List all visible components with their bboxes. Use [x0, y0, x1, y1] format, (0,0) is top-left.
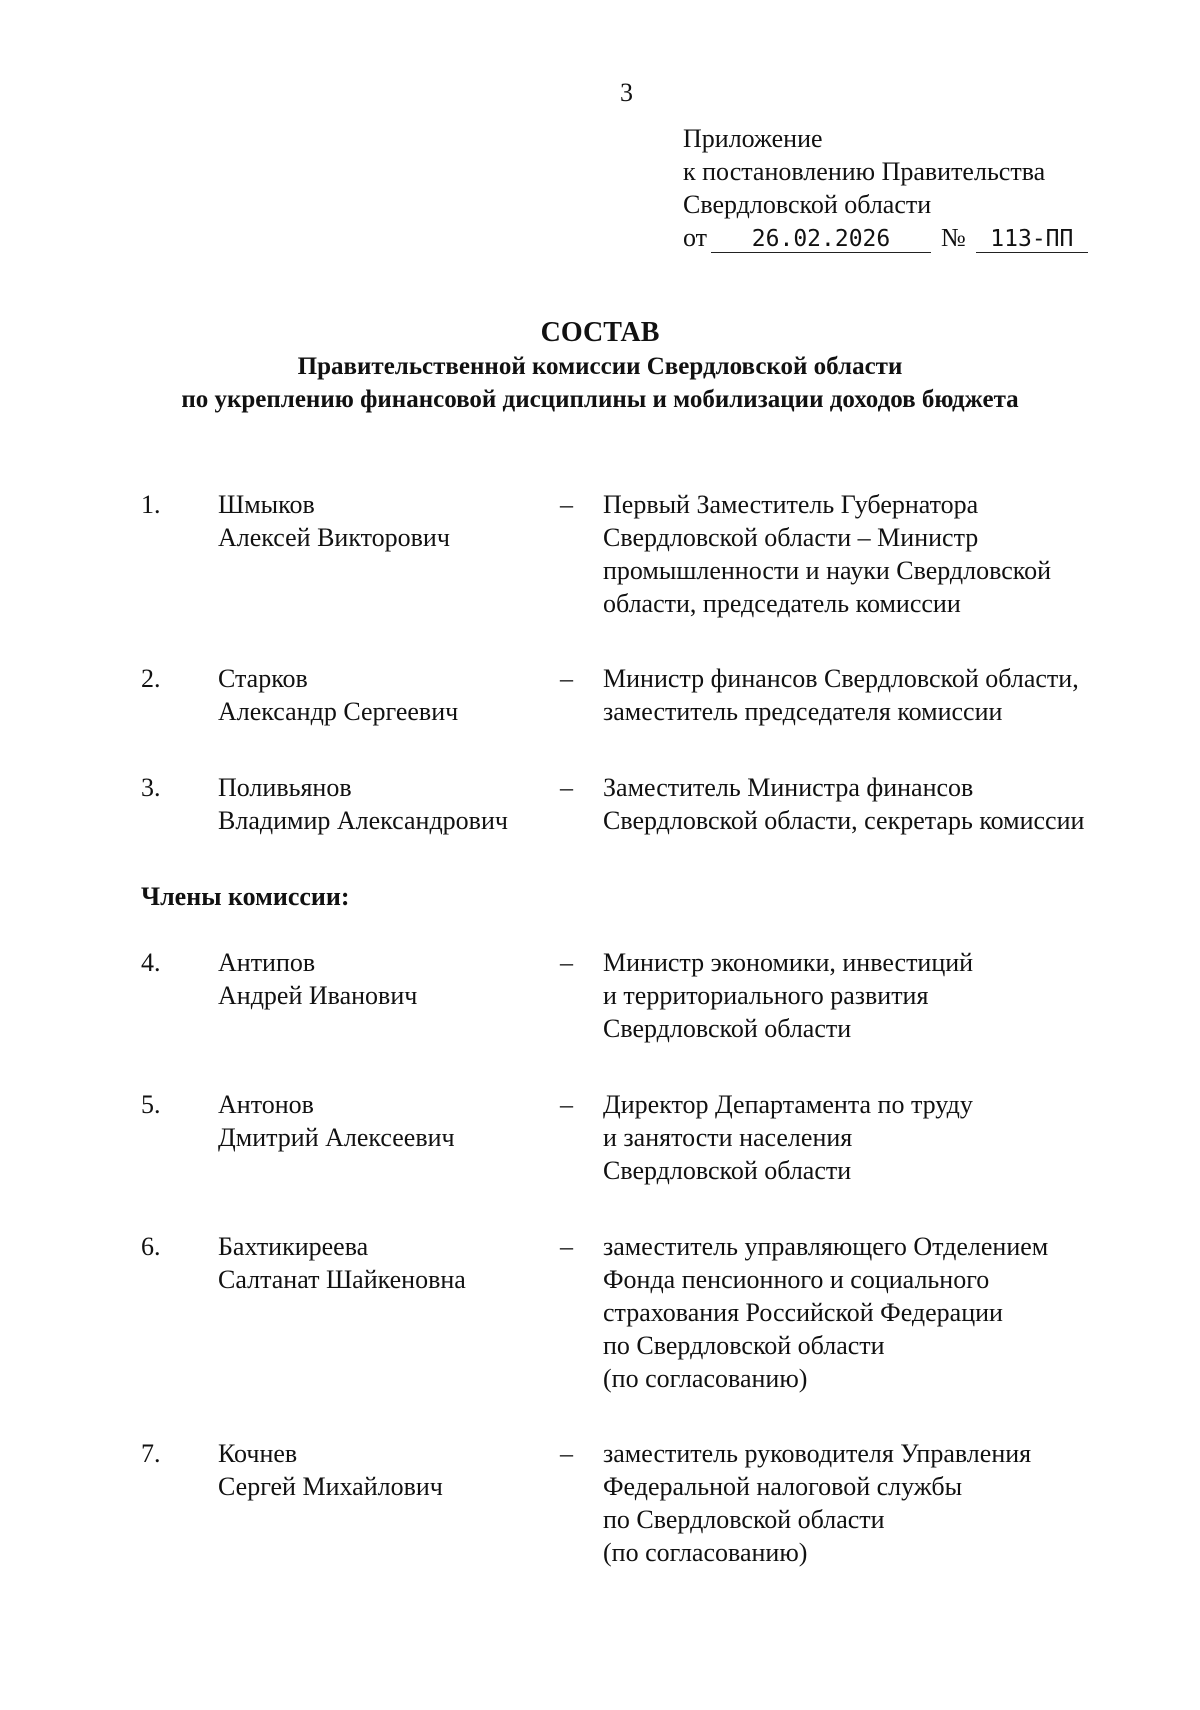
title-main: СОСТАВ: [540, 317, 660, 348]
member-given-names: Дмитрий Алексеевич: [218, 1123, 455, 1152]
position-line: (по согласованию): [603, 1538, 808, 1567]
member-position: [603, 488, 1163, 620]
member-number: 3.: [141, 773, 161, 802]
member-given-names: Сергей Михайлович: [218, 1472, 443, 1501]
member-surname: Шмыков: [218, 490, 315, 519]
member-name: [218, 1437, 443, 1503]
appendix-line-3: Свердловской области: [683, 190, 932, 219]
position-line: и занятости населения: [603, 1123, 853, 1152]
member-number: 1.: [141, 490, 161, 519]
title-line-1: Правительственной комиссии Свердловской области: [297, 353, 903, 380]
position-line: области, председатель комиссии: [603, 589, 961, 618]
position-line: (по согласованию): [603, 1364, 808, 1393]
member-number: 4.: [141, 948, 161, 977]
position-line: Фонда пенсионного и социального: [603, 1265, 990, 1294]
member-position: [603, 1230, 1163, 1395]
position-line: Заместитель Министра финансов: [603, 773, 974, 802]
member-name: [218, 662, 458, 728]
members-heading: Члены комиссии:: [141, 882, 350, 911]
position-line: заместитель руководителя Управления: [603, 1439, 1032, 1468]
member-given-names: Владимир Александрович: [218, 806, 508, 835]
member-surname: Антонов: [218, 1090, 314, 1119]
page-number: 3: [620, 78, 633, 107]
position-line: страхования Российской Федерации: [603, 1298, 1003, 1327]
resolution-number: 113-ПП: [976, 226, 1088, 253]
position-line: Министр финансов Свердловской области,: [603, 664, 1079, 693]
position-line: заместитель управляющего Отделением: [603, 1232, 1049, 1261]
dash: –: [560, 664, 573, 693]
member-surname: Кочнев: [218, 1439, 298, 1468]
member-name: [218, 1230, 466, 1296]
position-line: Свердловской области – Министр: [603, 523, 979, 552]
member-name: [218, 946, 417, 1012]
position-line: Министр экономики, инвестиций: [603, 948, 974, 977]
member-surname: Старков: [218, 664, 308, 693]
position-line: Свердловской области: [603, 1014, 852, 1043]
position-line: и территориального развития: [603, 981, 929, 1010]
member-position: [603, 1088, 1163, 1187]
dash: –: [560, 490, 573, 519]
member-position: [603, 662, 1163, 728]
position-line: Свердловской области: [603, 1156, 852, 1185]
member-surname: Бахтикиреева: [218, 1232, 369, 1261]
member-name: [218, 771, 508, 837]
dash: –: [560, 1232, 573, 1261]
appendix-date-line: [683, 221, 1088, 254]
position-line: Первый Заместитель Губернатора: [603, 490, 979, 519]
member-name: [218, 1088, 455, 1154]
position-line: промышленности и науки Свердловской: [603, 556, 1052, 585]
member-number: 2.: [141, 664, 161, 693]
appendix-line-2: к постановлению Правительства: [683, 157, 1046, 186]
dash: –: [560, 773, 573, 802]
dash: –: [560, 948, 573, 977]
position-line: по Свердловской области: [603, 1331, 885, 1360]
member-number: 7.: [141, 1439, 161, 1468]
document-title: [0, 316, 1200, 416]
position-line: Федеральной налоговой службы: [603, 1472, 963, 1501]
member-name: [218, 488, 450, 554]
position-line: Директор Департамента по труду: [603, 1090, 973, 1119]
member-surname: Поливьянов: [218, 773, 352, 802]
number-sign: №: [941, 223, 966, 252]
title-line-2: по укреплению финансовой дисциплины и мобилизации доходов бюджета: [181, 386, 1019, 413]
appendix-line-1: Приложение: [683, 124, 823, 153]
member-number: 6.: [141, 1232, 161, 1261]
date-prefix: от: [683, 223, 708, 252]
member-given-names: Андрей Иванович: [218, 981, 418, 1010]
position-line: Свердловской области, секретарь комиссии: [603, 806, 1085, 835]
member-given-names: Салтанат Шайкеновна: [218, 1265, 466, 1294]
member-position: [603, 1437, 1163, 1569]
member-position: [603, 946, 1163, 1045]
member-given-names: Алексей Викторович: [218, 523, 450, 552]
member-number: 5.: [141, 1090, 161, 1119]
dash: –: [560, 1090, 573, 1119]
position-line: заместитель председателя комиссии: [603, 697, 1003, 726]
member-surname: Антипов: [218, 948, 316, 977]
appendix-block: [683, 122, 1088, 254]
position-line: по Свердловской области: [603, 1505, 885, 1534]
dash: –: [560, 1439, 573, 1468]
member-position: [603, 771, 1163, 837]
member-given-names: Александр Сергеевич: [218, 697, 459, 726]
resolution-date: 26.02.2026: [711, 226, 931, 253]
